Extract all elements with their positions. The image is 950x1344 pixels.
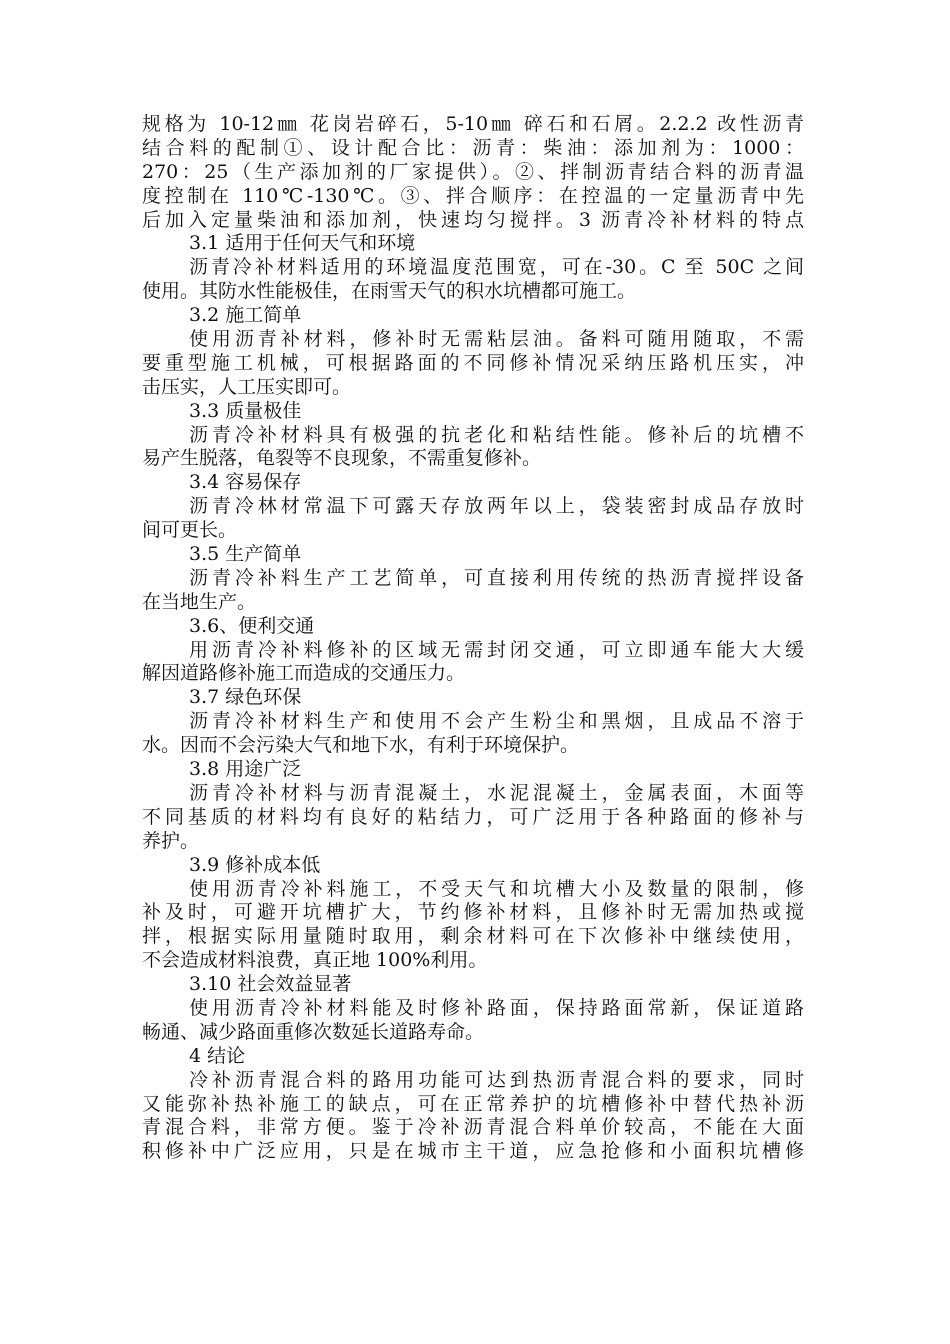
text-line: 4 结论 [189,1044,246,1067]
text-line: 3.3 质量极佳 [189,399,302,422]
text-line: 3.9 修补成本低 [189,853,321,876]
text-line: 度控制在 110℃-130℃。③、拌合顺序：在控温的一定量沥青中先 [142,184,804,207]
text-line: 击压实，人工压实即可。 [142,375,352,398]
text-line: 青混合料，非常方便。鉴于冷补沥青混合料单价较高，不能在大面 [142,1116,804,1139]
text-line: 沥青冷补材料适用的环境温度范围宽，可在-30。C 至 50C 之间 [189,256,804,279]
text-line: 3.6、便利交通 [189,614,315,637]
text-line: 使用。其防水性能极佳，在雨雪天气的积水坑槽都可施工。 [142,280,637,303]
text-line: 3.5 生产简单 [189,543,302,566]
text-line: 沥青冷林材常温下可露天存放两年以上，袋装密封成品存放时 [189,495,804,518]
text-line: 规格为 10-12㎜ 花岗岩碎石，5-10㎜ 碎石和石屑。2.2.2 改性沥青 [142,113,804,135]
text-line: 养护。 [142,829,200,852]
text-line: 3.8 用途广泛 [189,758,302,781]
text-line: 间可更长。 [142,519,238,542]
text-line: 使用沥青冷补料施工，不受天气和坑槽大小及数量的限制，修 [189,877,804,900]
text-line: 积修补中广泛应用，只是在城市主干道，应急抢修和小面积坑槽修 [142,1140,804,1163]
text-line: 使用沥青补材料，修补时无需粘层油。备料可随用随取，不需 [189,328,804,351]
text-line: 在当地生产。 [142,590,257,613]
text-line: 又能弥补热补施工的缺点，可在正常养护的坑槽修补中替代热补沥 [142,1092,804,1115]
text-line: 要重型施工机械，可根据路面的不同修补情况采纳压路机压实，冲 [142,351,804,374]
text-line: 沥青冷补材料与沥青混凝土，水泥混凝土，金属表面，木面等 [189,781,804,804]
text-line: 不同基质的材料均有良好的粘结力，可广泛用于各种路面的修补与 [142,805,804,828]
text-line: 结合料的配制①、设计配合比：沥青：柴油：添加剂为：1000： [142,136,804,159]
text-line: 冷补沥青混合料的路用功能可达到热沥青混合料的要求，同时 [189,1068,804,1091]
text-line: 3.4 容易保存 [189,471,302,494]
text-line: 270：25（生产添加剂的厂家提供）。②、拌制沥青结合料的沥青温 [142,160,804,183]
text-line: 不会造成材料浪费，真正地 100%利用。 [142,949,488,972]
text-line: 沥青冷补材料具有极强的抗老化和粘结性能。修补后的坑槽不 [189,423,804,446]
text-line: 补及时，可避开坑槽扩大，节约修补材料，且修补时无需加热或搅 [142,901,804,924]
text-line: 使用沥青冷补材料能及时修补路面，保持路面常新，保证道路 [189,996,804,1019]
document-body [142,113,804,1164]
text-line: 沥青冷补材料生产和使用不会产生粉尘和黑烟，且成品不溶于 [189,710,804,733]
text-line: 解因道路修补施工而造成的交通压力。 [142,662,466,685]
text-line: 沥青冷补料生产工艺简单，可直接利用传统的热沥青搅拌设备 [189,566,804,589]
text-line: 3.7 绿色环保 [189,686,302,709]
text-line: 畅通、减少路面重修次数延长道路寿命。 [142,1020,485,1043]
text-line: 3.2 施工简单 [189,304,302,327]
text-line: 后加入定量柴油和添加剂，快速均匀搅拌。3 沥青冷补材料的特点 [142,208,804,231]
text-line: 水。因而不会污染大气和地下水，有利于环境保护。 [142,734,580,757]
text-line: 易产生脱落，龟裂等不良现象，不需重复修补。 [142,447,542,470]
text-line: 拌，根据实际用量随时取用，剩余材料可在下次修补中继续使用， [142,925,804,948]
text-line: 3.10 社会效益显著 [189,973,352,996]
text-line: 用沥青冷补料修补的区域无需封闭交通，可立即通车能大大缓 [189,638,804,661]
text-line: 3.1 适用于任何天气和环境 [189,232,416,255]
